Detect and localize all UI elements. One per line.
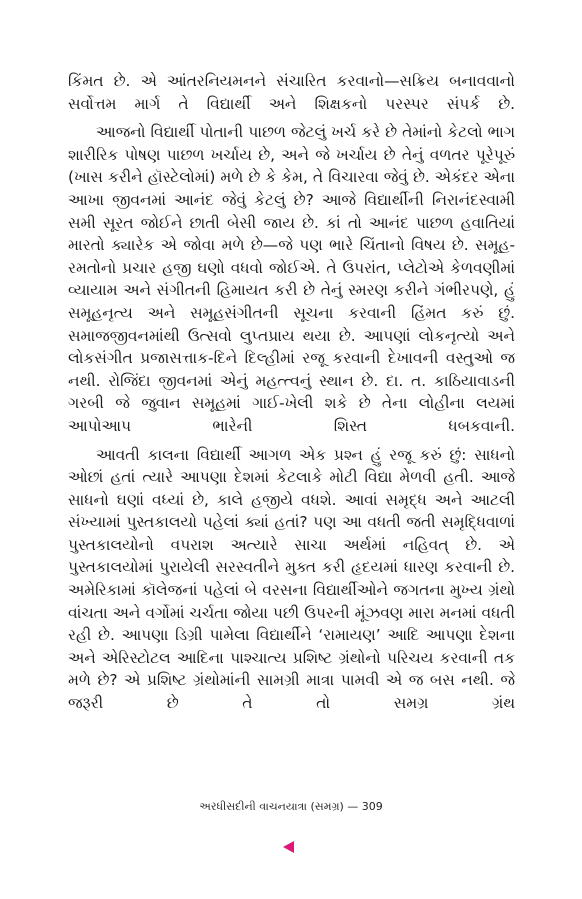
page-body (68, 70, 515, 715)
triangle-left-icon[interactable] (283, 841, 294, 853)
paragraph-1: કિંમત છે. એ આંતરનિયમનને સંચારિત કરવાનો—સક્રિય બનાવવાનો સર્વોત્તમ માર્ગ તે વિદ્યાર્થી અને શિક્ષકનો પરસ્પર સંપર્ક છે. (68, 72, 515, 113)
page-footer: અરધીસદીની વાચનયાત્રા (સમગ્ર) — 309 (199, 800, 383, 813)
paragraph-2: આજનો વિદ્યાર્થી પોતાની પાછળ જેટલું ખર્ચ કરે છે તેમાંનો કેટલો ભાગ શારીરિક પોષણ પાછળ ખર્ચાય છે, અને જે ખર્ચાય છે તેનું વળતર પૂરેપૂરું (ખાસ કરીને હૉસ્ટેલોમાં) મળે છે કે કેમ, તે વિચારવા જેવું છે. એકંદર એના આખા જીવનમાં આનંદ જેવું કેટલું છે? આજે વિદ્યાર્થીની નિરાનંદસ્વામી સમી સૂરત જોઈને છાતી બેસી જાય છે. કાં તો આનંદ પાછળ હવાતિયાં મારતો ક્યારેક એ જોવા મળે છે—જે પણ ભારે ચિંતાનો વિષય છે. સમૂહ-રમતોનો પ્રચાર હજી ઘણો વધવો જોઈએ. તે ઉપરાંત, પ્લેટોએ કેળવણીમાં વ્યાયામ અને સંગીતની હિમાયત કરી છે તેનું સ્મરણ કરીને ગંભીરપણે, હું સમૂહનૃત્ય અને સમૂહસંગીતની સૂચના કરવાની હિંમત કરું છું. સમાજજીવનમાંથી ઉત્સવો લુપ્તપ્રાય થયા છે. આપણાં લોકનૃત્યો અને લોકસંગીત પ્રજાસત્તાક-દિને દિલ્હીમાં રજૂ કરવાની દેખાવની વસ્તુઓ જ નથી. રોજિંદા જીવનમાં એનું મહત્ત્વનું સ્થાન છે. દા. ત. કાઠિયાવાડની ગરબી જે જુવાન સમૂહમાં ગાઈ-ખેલી શકે છે તેના લોહીના લયમાં આપોઆપ ભારેની શિસ્ત ધબકવાની. (68, 123, 515, 435)
paragraph-3: આવતી કાલના વિદ્યાર્થી આગળ એક પ્રશ્ન હું રજૂ કરું છું: સાધનો ઓછાં હતાં ત્યારે આપણા દેશમાં કેટલાકે મોટી વિદ્યા મેળવી હતી. આજે સાધનો ઘણાં વધ્યાં છે, કાલે હજીયે વધશે. આવાં સમૃદ્ધ અને આટલી સંખ્યામાં પુસ્તકાલયો પહેલાં ક્યાં હતાં? પણ આ વધતી જતી સમૃદ્ધિવાળાં પુસ્તકાલયોનો વપરાશ અત્યારે સાચા અર્થમાં નહિવત્ છે. એ પુસ્તકાલયોમાં પુરાયેલી સરસ્વતીને મુક્ત કરી હૃદયમાં ધારણ કરવાની છે. અમેરિકામાં કૉલેજનાં પહેલાં બે વરસના વિદ્યાર્થીઓને જગતના મુખ્ય ગ્રંથો વાંચતા અને વર્ગોમાં ચર્ચતા જોયા પછી ઉપરની મૂંઝવણ મારા મનમાં વધતી રહી છે. આપણા ડિગ્રી પામેલા વિદ્યાર્થીને ‘રામાયણ’ આદિ આપણા દેશના અને એરિસ્ટોટલ આદિના પાશ્ચાત્ય પ્રશિષ્ટ ગ્રંથોનો પરિચય કરવાની તક મળે છે? એ પ્રશિષ્ટ ગ્રંથોમાંની સામગ્રી માત્રા પામવી એ જ બસ નથી. જે જરૂરી છે તે તો સમગ્ર ગ્રંથ (68, 445, 515, 713)
